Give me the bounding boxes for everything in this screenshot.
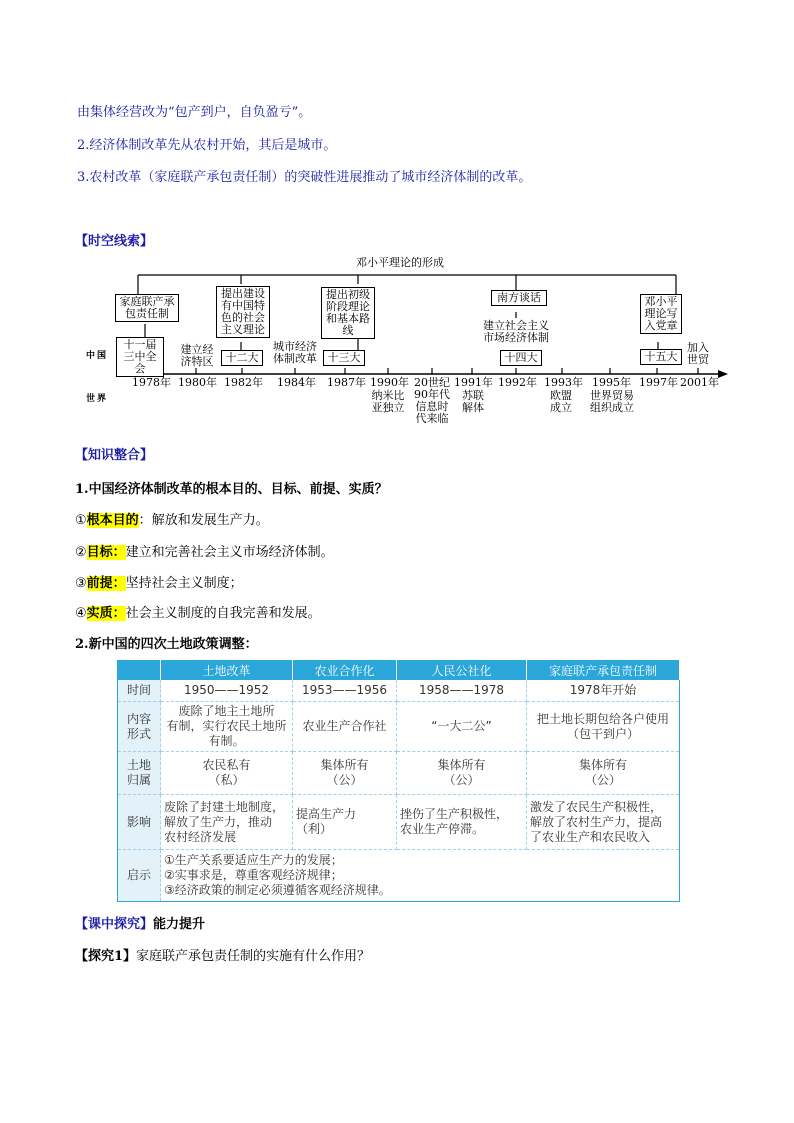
land-policy-table [117, 660, 680, 902]
timeline-side-china: 中国 [86, 351, 109, 361]
inspiration-cell: ①生产关系要适应生产力的发展； ②实事求是，尊重客观经济规律； ③经济政策的制定必须遵循客观经济规律。 [161, 850, 680, 902]
year-label: 1997年 [639, 376, 678, 389]
intro-line-1: 由集体经营改为“包产到户，自负盈亏”。 [77, 105, 312, 120]
table-row [118, 795, 680, 850]
timeline-side-world: 世界 [86, 394, 109, 404]
table-cell: 集体所有 （公） [527, 752, 680, 795]
year-label: 1995年 [592, 376, 631, 389]
explore-1-label: 【探究1】 [75, 949, 137, 964]
row-head: 影响 [118, 795, 161, 850]
year-label: 1990年 [370, 376, 409, 389]
table-cell: 1958——1978 [397, 680, 527, 702]
point-4 [75, 602, 321, 621]
event-1982-congress: 十二大 [221, 350, 263, 366]
year-label: 1993年 [544, 376, 583, 389]
table-cell: 1953——1956 [293, 680, 397, 702]
point-text: 建立和完善社会主义市场经济体制。 [125, 545, 334, 560]
world-1993-eu: 欧盟成立 [550, 389, 572, 414]
table-cell: 1950——1952 [161, 680, 293, 702]
timeline-figure [80, 252, 730, 432]
event-1992-congress: 十四大 [500, 350, 542, 366]
point-colon: ： [138, 513, 152, 528]
table-header: 家庭联产承包责任制 [527, 661, 680, 681]
row-head: 内容 形式 [118, 702, 161, 752]
point-num: ① [75, 513, 87, 528]
table-cell: 农民私有 （私） [161, 752, 293, 795]
point-key: 目标： [86, 545, 126, 560]
table-header: 人民公社化 [397, 661, 527, 681]
world-1991-ussr: 苏联解体 [462, 389, 484, 414]
question-2: 2.新中国的四次土地政策调整： [75, 637, 258, 652]
point-text: 坚持社会主义制度； [125, 576, 243, 591]
world-90s-info-age: 20世纪90年代信息时代来临 [414, 376, 450, 425]
row-head: 土地 归属 [118, 752, 161, 795]
table-row [118, 702, 680, 752]
point-num: ② [75, 545, 87, 560]
table-row [118, 850, 680, 902]
box-socialism-theory: 提出建设有中国特色的社会主义理论 [216, 286, 270, 338]
point-2 [75, 541, 334, 560]
table-cell: 提高生产力 （利） [293, 795, 397, 850]
table-cell: 农业生产合作社 [293, 702, 397, 752]
box-primary-stage: 提出初级阶段理论和基本路线 [321, 287, 375, 339]
question-1: 1.中国经济体制改革的根本目的、目标、前提、实质？ [75, 482, 388, 497]
event-1997-congress: 十五大 [640, 349, 682, 365]
timeline-title: 邓小平理论的形成 [356, 256, 444, 269]
event-2001-wto: 加入世贸 [687, 341, 709, 366]
box-southern-talks: 南方谈话 [491, 290, 547, 306]
year-label: 1992年 [498, 376, 537, 389]
event-1980-sez: 建立经济特区 [180, 343, 214, 368]
table-cell: 集体所有 （公） [397, 752, 527, 795]
section-explore-sub: 能力提升 [153, 917, 206, 932]
point-key: 实质： [86, 606, 126, 621]
section-timeline-heading: 【时空线索】 [75, 234, 154, 249]
point-text: 解放和发展生产力。 [151, 513, 269, 528]
table-cell: 挫伤了生产积极性， 农业生产停滞。 [397, 795, 527, 850]
year-label: 1980年 [178, 376, 217, 389]
event-1987-congress: 十三大 [323, 350, 365, 366]
event-1984-urban-reform: 城市经济体制改革 [273, 340, 317, 365]
point-num: ③ [75, 576, 87, 591]
year-label: 1987年 [327, 376, 366, 389]
table-header [118, 661, 161, 681]
table-header: 土地改革 [161, 661, 293, 681]
year-label: 1978年 [132, 376, 171, 389]
table-row [118, 752, 680, 795]
explore-1 [75, 945, 370, 964]
point-1 [75, 509, 269, 528]
point-3 [75, 572, 243, 591]
year-label: 1984年 [277, 376, 316, 389]
world-1995-wto: 世界贸易组织成立 [590, 389, 634, 414]
box-theory-charter: 邓小平理论写入党章 [640, 294, 682, 334]
row-head: 启示 [118, 850, 161, 902]
year-label: 1982年 [224, 376, 263, 389]
table-cell: “一大二公” [397, 702, 527, 752]
table-cell: 集体所有 （公） [293, 752, 397, 795]
intro-line-3: 3.农村改革（家庭联产承包责任制）的突破性进展推动了城市经济体制的改革。 [77, 170, 532, 185]
point-key: 根本目的 [86, 513, 139, 528]
table-cell: 激发了农民生产积极性， 解放了农村生产力，提高 了农业生产和农民收入 [527, 795, 680, 850]
section-knowledge-heading: 【知识整合】 [75, 448, 154, 463]
event-1992-market-economy: 建立社会主义市场经济体制 [483, 319, 549, 344]
section-explore-heading [75, 913, 205, 932]
event-1978-plenum: 十一届三中全会 [116, 337, 164, 377]
year-label: 1991年 [454, 376, 493, 389]
table-header-row [118, 661, 680, 681]
explore-1-text: 家庭联产承包责任制的实施有什么作用？ [136, 949, 371, 964]
intro-line-2: 2.经济体制改革先从农村开始，其后是城市。 [77, 138, 337, 153]
row-head: 时间 [118, 680, 161, 702]
point-key: 前提： [86, 576, 126, 591]
table-cell: 1978年开始 [527, 680, 680, 702]
table-cell: 废除了封建土地制度， 解放了生产力，推动 农村经济发展 [161, 795, 293, 850]
world-1990-namibia: 纳米比亚独立 [371, 389, 405, 414]
table-row [118, 680, 680, 702]
point-text: 社会主义制度的自我完善和发展。 [125, 606, 321, 621]
table-cell: 把土地长期包给各户使用 （包干到户） [527, 702, 680, 752]
year-label: 2001年 [680, 376, 719, 389]
box-household-contract: 家庭联产承包责任制 [115, 294, 179, 322]
table-header: 农业合作化 [293, 661, 397, 681]
table-cell: 废除了地主土地所 有制，实行农民土地所 有制。 [161, 702, 293, 752]
point-num: ④ [75, 606, 87, 621]
section-explore-label: 【课中探究】 [75, 917, 154, 932]
